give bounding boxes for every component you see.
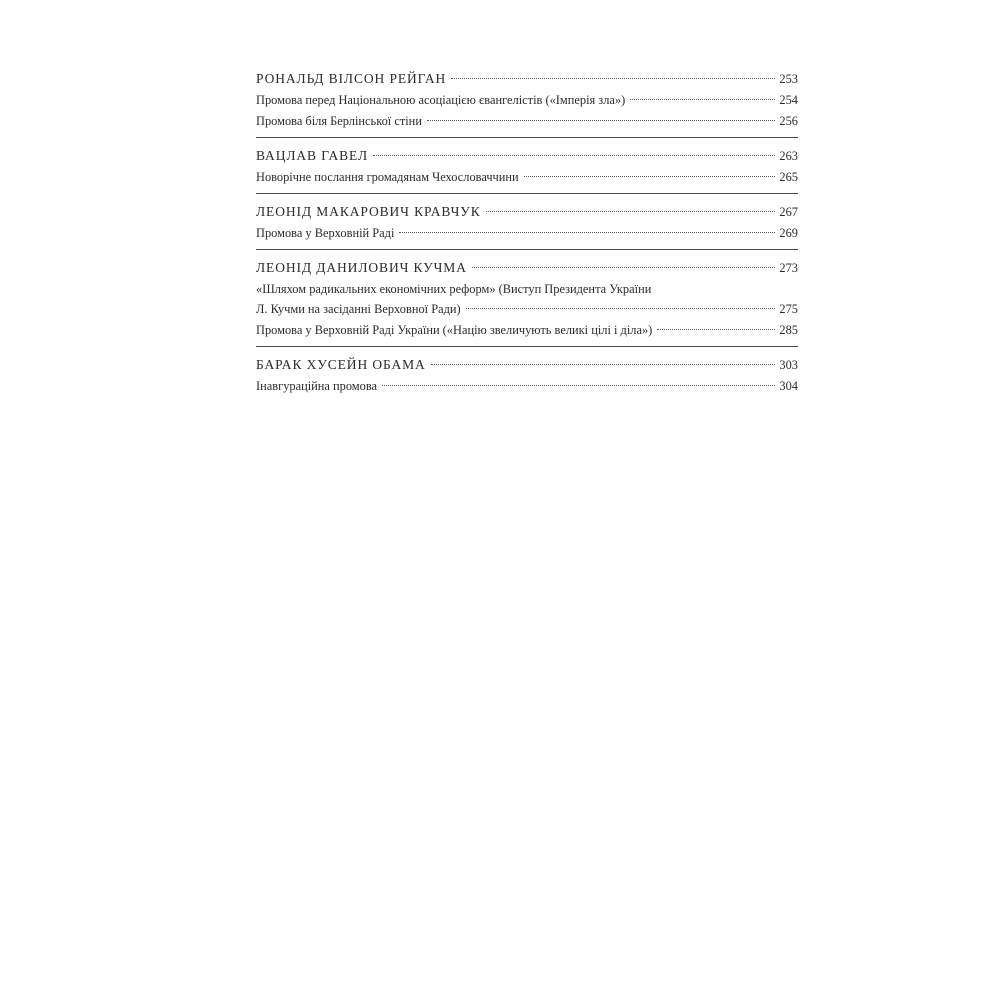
toc-section-reagan [256, 68, 798, 138]
dot-leader [399, 232, 775, 233]
speech-title: Новорічне послання громадянам Чехословаччини [256, 170, 519, 184]
page-number: 285 [779, 323, 798, 337]
page-number: 304 [779, 379, 798, 393]
author-name: ЛЕОНІД МАКАРОВИЧ КРАВЧУК [256, 204, 481, 219]
author-name: БАРАК ХУСЕЙН ОБАМА [256, 357, 426, 372]
dot-leader [524, 176, 776, 177]
page-number: 303 [779, 358, 798, 372]
page-number: 275 [779, 302, 798, 316]
dot-leader [427, 120, 775, 121]
dot-leader [431, 364, 776, 365]
author-name: РОНАЛЬД ВІЛСОН РЕЙГАН [256, 71, 447, 86]
dot-leader [472, 267, 776, 268]
toc-speech-entry [256, 90, 798, 111]
page-number: 267 [779, 205, 798, 219]
speech-title-line1: «Шляхом радикальних економічних реформ» (Виступ Президента України [256, 282, 652, 296]
toc-speech-entry [256, 111, 798, 132]
dot-leader [486, 211, 776, 212]
toc-author-entry [256, 201, 798, 223]
speech-title: Промова у Верховній Раді України («Націю звеличують великі цілі і діла») [256, 323, 653, 337]
toc-author-entry [256, 257, 798, 279]
page-number: 265 [779, 170, 798, 184]
dot-leader [373, 155, 775, 156]
page-number: 273 [779, 261, 798, 275]
toc-section-obama [256, 354, 798, 402]
speech-title: Промова перед Національною асоціацією євангелістів («Імперія зла») [256, 93, 626, 107]
page-number: 254 [779, 93, 798, 107]
author-name: ВАЦЛАВ ГАВЕЛ [256, 148, 369, 163]
toc-speech-entry [256, 376, 798, 397]
toc-section-kuchma [256, 257, 798, 347]
toc-speech-entry [256, 223, 798, 244]
author-name: ЛЕОНІД ДАНИЛОВИЧ КУЧМА [256, 260, 467, 275]
dot-leader [466, 308, 776, 309]
speech-title-line2-row [256, 299, 798, 320]
toc-section-havel [256, 145, 798, 194]
toc-speech-entry [256, 167, 798, 188]
page-number: 253 [779, 72, 798, 86]
toc-section-kravchuk [256, 201, 798, 250]
toc-author-entry [256, 68, 798, 90]
dot-leader [630, 99, 775, 100]
page-number: 256 [779, 114, 798, 128]
speech-title-line2: Л. Кучми на засіданні Верховної Ради) [256, 302, 461, 316]
speech-title: Промова у Верховній Раді [256, 226, 395, 240]
toc-author-entry [256, 354, 798, 376]
speech-title: Інавгураційна промова [256, 379, 378, 393]
page-number: 269 [779, 226, 798, 240]
table-of-contents [256, 68, 798, 409]
toc-author-entry [256, 145, 798, 167]
dot-leader [382, 385, 775, 386]
dot-leader [451, 78, 775, 79]
dot-leader [657, 329, 775, 330]
speech-title: Промова біля Берлінської стіни [256, 114, 422, 128]
toc-speech-entry [256, 320, 798, 341]
toc-speech-entry-multiline [256, 279, 798, 320]
page-number: 263 [779, 149, 798, 163]
